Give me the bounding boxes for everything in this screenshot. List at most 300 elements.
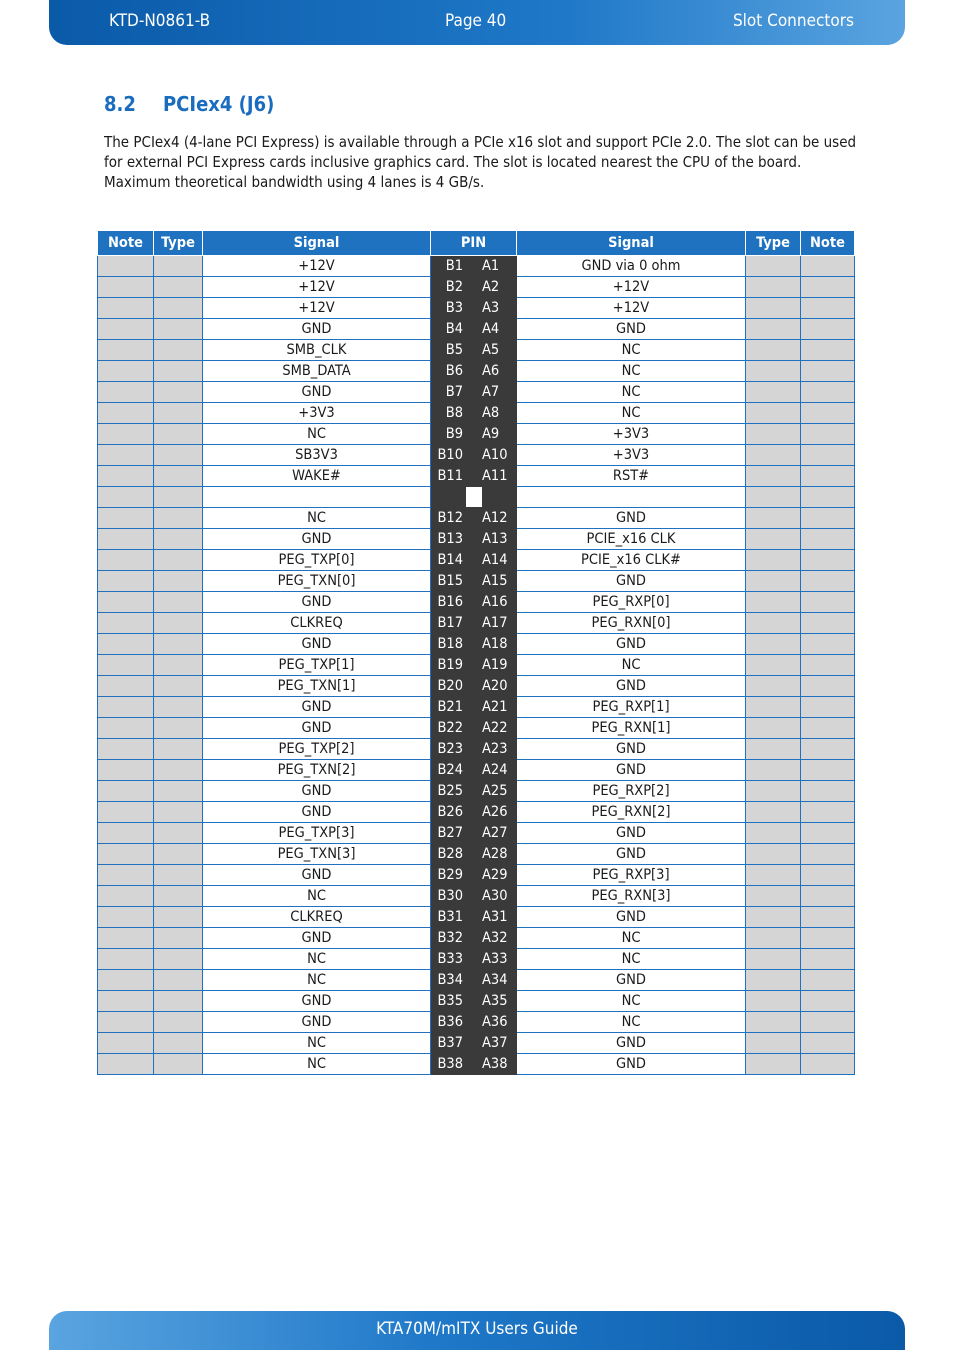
signal-b-cell: PEG_TXP[1] [203,655,431,676]
note-cell [98,676,154,697]
note-cell [98,1012,154,1033]
pin-b-cell: B23 [431,739,474,760]
note-cell [98,655,154,676]
type-cell [746,529,801,550]
type-cell [154,781,203,802]
type-cell [746,991,801,1012]
pin-b-cell: B3 [431,298,474,319]
note-cell [801,865,855,886]
table-row [98,424,855,445]
type-cell [746,949,801,970]
signal-b-cell: PEG_TXP[0] [203,550,431,571]
signal-b-cell: GND [203,928,431,949]
pin-a-cell: A16 [474,592,517,613]
pin-a-cell: A3 [474,298,517,319]
type-cell [746,697,801,718]
pin-b-cell: B27 [431,823,474,844]
signal-b-cell: GND [203,865,431,886]
pin-b-cell: B12 [431,508,474,529]
type-cell [154,655,203,676]
note-cell [801,361,855,382]
signal-b-cell: GND [203,718,431,739]
pin-a-cell: A2 [474,277,517,298]
table-row [98,508,855,529]
signal-a-cell: PEG_RXN[2] [517,802,746,823]
pin-a-cell: A29 [474,865,517,886]
col-note-right: Note [801,231,855,256]
signal-a-cell: GND [517,319,746,340]
pin-a-cell: A35 [474,991,517,1012]
note-cell [98,508,154,529]
pin-b-cell: B11 [431,466,474,487]
type-cell [746,382,801,403]
intro-paragraph: The PCIex4 (4-lane PCI Express) is available through a PCIe x16 slot and support PCIe 2.0. The slot can be used for external PCI Express cards inclusive graphics card. The slot is located nearest the CPU of the board. Maximum theoretical bandwidth using 4 lanes is 4 GB/s. [104,133,857,191]
type-cell [746,739,801,760]
pin-b-cell: B18 [431,634,474,655]
signal-a-cell: NC [517,361,746,382]
note-cell [98,529,154,550]
signal-b-cell: NC [203,886,431,907]
type-cell [154,991,203,1012]
signal-b-cell: NC [203,949,431,970]
note-cell [801,319,855,340]
signal-b-cell: PEG_TXP[2] [203,739,431,760]
pin-a-cell: A24 [474,760,517,781]
note-cell [801,718,855,739]
pin-b-cell: B25 [431,781,474,802]
type-cell [746,256,801,277]
table-row [98,340,855,361]
signal-b-cell: NC [203,1033,431,1054]
table-row [98,403,855,424]
pin-b-cell: B37 [431,1033,474,1054]
note-cell [98,991,154,1012]
signal-b-cell: PEG_TXP[3] [203,823,431,844]
note-cell [801,298,855,319]
note-cell [801,445,855,466]
signal-a-cell: GND [517,508,746,529]
pin-b-cell: B17 [431,613,474,634]
signal-b-cell: +3V3 [203,403,431,424]
pin-a-cell: A18 [474,634,517,655]
page-header [49,0,905,45]
type-cell [154,361,203,382]
signal-b-cell: SMB_DATA [203,361,431,382]
type-cell [746,298,801,319]
type-cell [154,487,203,508]
signal-b-cell: GND [203,529,431,550]
table-row [98,592,855,613]
signal-b-cell: PEG_TXN[2] [203,760,431,781]
pin-a-cell: A31 [474,907,517,928]
signal-a-cell: PEG_RXP[1] [517,697,746,718]
type-cell [154,550,203,571]
pin-a-cell: A34 [474,970,517,991]
type-cell [154,697,203,718]
note-cell [801,655,855,676]
type-cell [154,298,203,319]
signal-b-cell: SB3V3 [203,445,431,466]
pin-b-cell: B30 [431,886,474,907]
note-cell [98,256,154,277]
note-cell [98,865,154,886]
type-cell [746,634,801,655]
pin-b-cell: B26 [431,802,474,823]
type-cell [746,970,801,991]
signal-b-cell: +12V [203,277,431,298]
pin-b-cell: B21 [431,697,474,718]
col-signal-left: Signal [203,231,431,256]
signal-a-cell: NC [517,928,746,949]
type-cell [746,340,801,361]
pin-b-cell: B35 [431,991,474,1012]
signal-b-cell: SMB_CLK [203,340,431,361]
table-row [98,298,855,319]
pin-a-cell: A19 [474,655,517,676]
type-cell [154,844,203,865]
key-row [98,487,855,508]
signal-b-cell: NC [203,1054,431,1075]
type-cell [746,592,801,613]
note-cell [801,697,855,718]
table-row [98,1033,855,1054]
table-row [98,739,855,760]
note-cell [801,1033,855,1054]
table-row [98,1012,855,1033]
signal-a-cell: RST# [517,466,746,487]
note-cell [98,298,154,319]
type-cell [746,466,801,487]
note-cell [801,1012,855,1033]
type-cell [746,550,801,571]
signal-b-cell: WAKE# [203,466,431,487]
col-note-left: Note [98,231,154,256]
type-cell [746,865,801,886]
note-cell [801,424,855,445]
type-cell [154,508,203,529]
pin-a-cell: A10 [474,445,517,466]
note-cell [801,508,855,529]
pin-b-cell: B16 [431,592,474,613]
pin-b-cell: B6 [431,361,474,382]
note-cell [98,634,154,655]
note-cell [98,340,154,361]
signal-b-cell: NC [203,508,431,529]
pin-b-cell: B14 [431,550,474,571]
signal-b-cell: CLKREQ [203,907,431,928]
signal-a-cell: GND [517,970,746,991]
pin-a-cell: A20 [474,676,517,697]
type-cell [154,340,203,361]
pin-a-cell: A23 [474,739,517,760]
signal-b-cell [203,487,431,508]
pin-b-cell: B15 [431,571,474,592]
type-cell [746,886,801,907]
type-cell [154,1054,203,1075]
table-row [98,718,855,739]
signal-a-cell: NC [517,991,746,1012]
note-cell [801,949,855,970]
type-cell [746,844,801,865]
note-cell [98,1033,154,1054]
pin-b-cell: B36 [431,1012,474,1033]
type-cell [154,928,203,949]
pin-b-cell: B31 [431,907,474,928]
signal-a-cell: GND [517,823,746,844]
type-cell [154,571,203,592]
signal-b-cell: +12V [203,256,431,277]
type-cell [154,592,203,613]
signal-a-cell: GND [517,1054,746,1075]
pin-b-cell: B32 [431,928,474,949]
type-cell [746,508,801,529]
note-cell [98,844,154,865]
pin-b-cell: B9 [431,424,474,445]
type-cell [154,739,203,760]
note-cell [98,550,154,571]
pin-a-cell: A22 [474,718,517,739]
signal-b-cell: PEG_TXN[0] [203,571,431,592]
note-cell [98,970,154,991]
table-body [98,256,855,1075]
note-cell [801,487,855,508]
col-pin: PIN [431,231,517,256]
note-cell [98,424,154,445]
note-cell [801,571,855,592]
note-cell [801,634,855,655]
pin-a-cell: A1 [474,256,517,277]
table-row [98,697,855,718]
note-cell [801,970,855,991]
note-cell [801,907,855,928]
signal-b-cell: +12V [203,298,431,319]
pin-a-cell: A8 [474,403,517,424]
signal-a-cell: GND [517,1033,746,1054]
table-row [98,319,855,340]
note-cell [98,613,154,634]
signal-b-cell: GND [203,592,431,613]
pin-b-cell: B28 [431,844,474,865]
note-cell [98,781,154,802]
signal-b-cell: GND [203,991,431,1012]
note-cell [98,382,154,403]
signal-a-cell: GND [517,907,746,928]
signal-a-cell: GND [517,634,746,655]
table-row [98,865,855,886]
table-row [98,613,855,634]
signal-b-cell: PEG_TXN[3] [203,844,431,865]
signal-a-cell: PCIE_x16 CLK# [517,550,746,571]
col-signal-right: Signal [517,231,746,256]
signal-a-cell: +12V [517,298,746,319]
type-cell [154,403,203,424]
note-cell [801,613,855,634]
signal-a-cell: NC [517,382,746,403]
signal-a-cell: NC [517,655,746,676]
signal-a-cell: PEG_RXN[1] [517,718,746,739]
table-row [98,571,855,592]
pin-a-cell: A12 [474,508,517,529]
note-cell [801,760,855,781]
table-row [98,970,855,991]
note-cell [98,487,154,508]
type-cell [746,487,801,508]
note-cell [98,823,154,844]
table-row [98,928,855,949]
type-cell [746,445,801,466]
col-type-right: Type [746,231,801,256]
pinout-table [97,230,855,1075]
signal-a-cell: PCIE_x16 CLK [517,529,746,550]
type-cell [154,823,203,844]
signal-a-cell: +12V [517,277,746,298]
pin-b-cell: B38 [431,1054,474,1075]
pin-b-cell: B2 [431,277,474,298]
note-cell [801,256,855,277]
note-cell [801,340,855,361]
note-cell [98,718,154,739]
type-cell [154,466,203,487]
note-cell [98,571,154,592]
type-cell [154,949,203,970]
type-cell [154,802,203,823]
signal-a-cell: GND [517,760,746,781]
type-cell [154,256,203,277]
page-footer [49,1311,905,1350]
pin-a-cell: A25 [474,781,517,802]
signal-a-cell: NC [517,340,746,361]
note-cell [801,802,855,823]
table-row [98,676,855,697]
signal-a-cell: +3V3 [517,445,746,466]
pin-a-cell: A32 [474,928,517,949]
col-type-left: Type [154,231,203,256]
note-cell [98,949,154,970]
signal-a-cell: PEG_RXP[0] [517,592,746,613]
type-cell [154,634,203,655]
signal-a-cell: NC [517,1012,746,1033]
type-cell [746,928,801,949]
pin-a-cell: A36 [474,1012,517,1033]
note-cell [801,382,855,403]
signal-b-cell: NC [203,424,431,445]
type-cell [746,676,801,697]
pin-a-cell: A4 [474,319,517,340]
type-cell [746,802,801,823]
pin-b-cell: B4 [431,319,474,340]
type-cell [154,907,203,928]
type-cell [154,424,203,445]
note-cell [801,781,855,802]
table-row [98,466,855,487]
note-cell [801,466,855,487]
table-header-row [98,231,855,256]
table-row [98,949,855,970]
pin-b-cell: B10 [431,445,474,466]
table-row [98,886,855,907]
note-cell [801,1054,855,1075]
type-cell [746,1012,801,1033]
signal-a-cell [517,487,746,508]
pin-b-cell: B24 [431,760,474,781]
type-cell [154,382,203,403]
pin-b-cell: B19 [431,655,474,676]
table-row [98,760,855,781]
table-row [98,382,855,403]
type-cell [746,907,801,928]
note-cell [98,760,154,781]
signal-b-cell: CLKREQ [203,613,431,634]
footer-title: KTA70M/mITX Users Guide [376,1319,578,1339]
pin-b-cell: B5 [431,340,474,361]
type-cell [154,865,203,886]
note-cell [98,403,154,424]
note-cell [98,739,154,760]
type-cell [154,277,203,298]
type-cell [746,1033,801,1054]
table-row [98,802,855,823]
key-notch [431,487,517,508]
pin-a-cell: A38 [474,1054,517,1075]
type-cell [746,403,801,424]
pin-a-cell: A30 [474,886,517,907]
signal-b-cell: GND [203,382,431,403]
type-cell [746,823,801,844]
table-row [98,1054,855,1075]
type-cell [746,277,801,298]
signal-b-cell: PEG_TXN[1] [203,676,431,697]
note-cell [98,277,154,298]
pin-a-cell: A27 [474,823,517,844]
table-row [98,361,855,382]
note-cell [98,928,154,949]
table-row [98,655,855,676]
pin-b-cell: B7 [431,382,474,403]
note-cell [801,550,855,571]
note-cell [801,928,855,949]
pin-b-cell: B20 [431,676,474,697]
note-cell [98,802,154,823]
note-cell [98,886,154,907]
type-cell [746,1054,801,1075]
signal-b-cell: GND [203,697,431,718]
table-row [98,529,855,550]
pin-b-cell: B29 [431,865,474,886]
section-number: 8.2 [104,92,136,116]
signal-a-cell: NC [517,403,746,424]
note-cell [801,991,855,1012]
table-row [98,256,855,277]
section-title: PCIex4 (J6) [163,92,275,116]
page-number: Page 40 [445,11,507,31]
type-cell [154,676,203,697]
pin-a-cell: A9 [474,424,517,445]
type-cell [746,319,801,340]
pin-a-cell: A13 [474,529,517,550]
signal-a-cell: PEG_RXP[2] [517,781,746,802]
note-cell [98,361,154,382]
pin-b-cell: B34 [431,970,474,991]
signal-a-cell: +3V3 [517,424,746,445]
signal-b-cell: GND [203,634,431,655]
note-cell [98,1054,154,1075]
type-cell [746,655,801,676]
pin-a-cell: A28 [474,844,517,865]
pin-a-cell: A15 [474,571,517,592]
pin-b-cell: B13 [431,529,474,550]
type-cell [746,571,801,592]
pin-a-cell: A33 [474,949,517,970]
